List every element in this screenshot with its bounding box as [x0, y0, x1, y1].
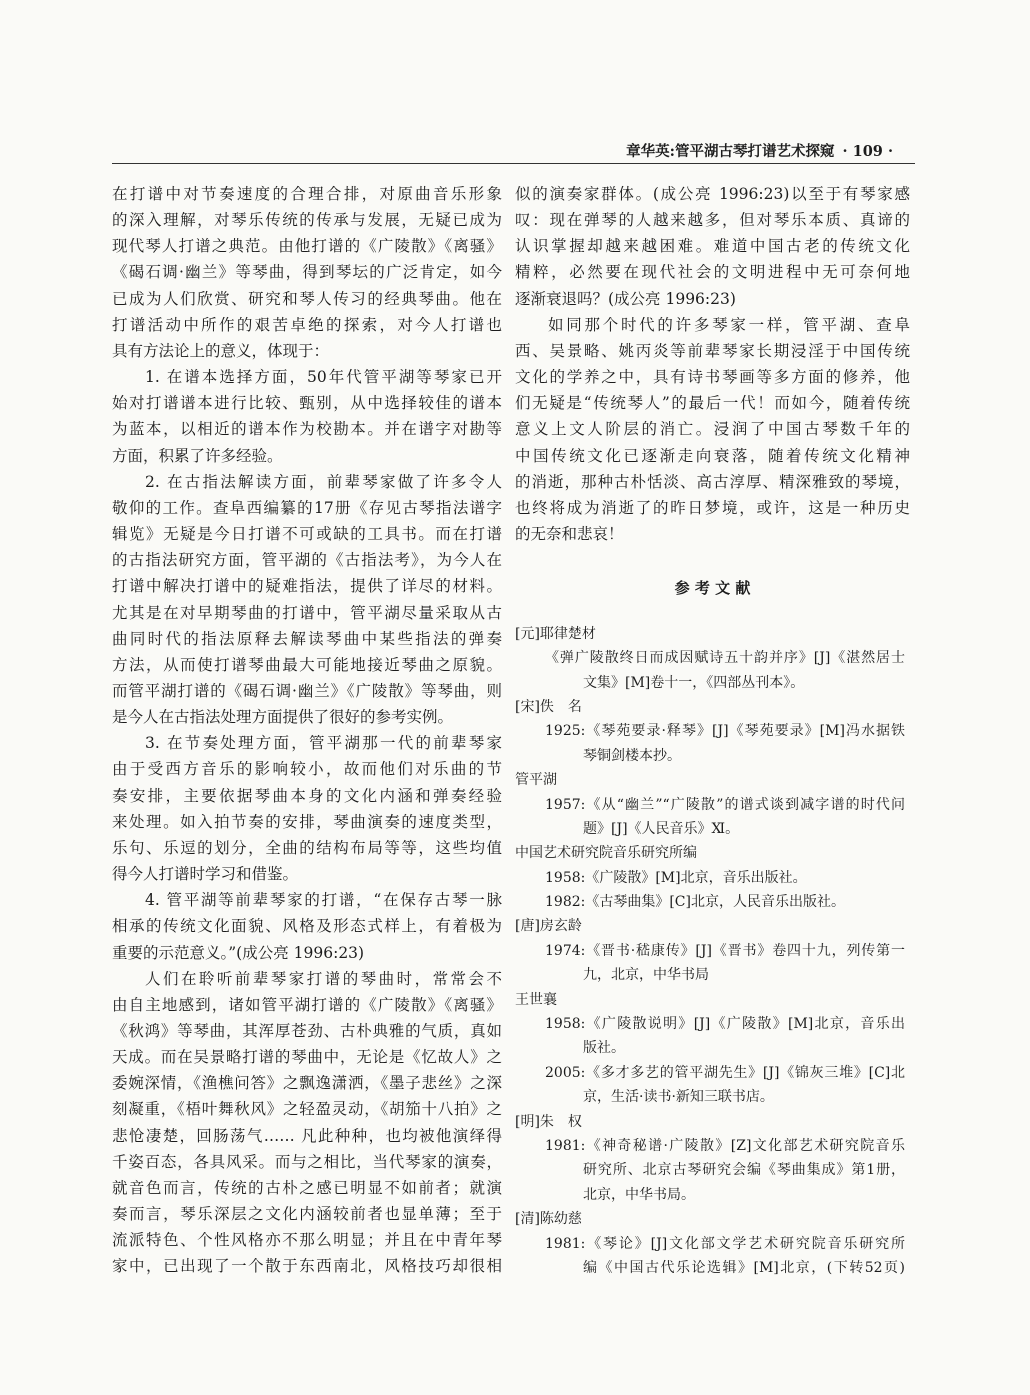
- reference-line: 研究所、北京古琴研究会编《琴曲集成》第1册，: [583, 1162, 905, 1179]
- left-column-line: 打谱中解决打谱中的疑难指法，提供了详尽的材料。: [112, 577, 502, 596]
- right-column-line: 如同那个时代的许多琴家一样，管平湖、查阜: [548, 315, 910, 334]
- left-column-line: 得今人打谱时学习和借鉴。: [112, 865, 299, 884]
- reference-line: 琴铜剑楼本抄。: [583, 747, 681, 764]
- reference-line: 1974:《晋书·嵇康传》[J]《晋书》卷四十九，列传第一: [545, 942, 905, 959]
- reference-entry: [515, 1207, 905, 1280]
- left-column-line: 《秋鸿》等琴曲，其浑厚苍劲、古朴典雅的气质，真如: [112, 1022, 502, 1040]
- left-column-line: 千姿百态，各具风采。而与之相比，当代琴家的演奏，: [112, 1152, 502, 1171]
- reference-author: [唐]房玄龄: [515, 918, 582, 935]
- reference-line: 2005:《多才多艺的管平湖先生》[J]《锦灰三堆》[C]北: [545, 1064, 905, 1081]
- right-column-line: 叹：现在弹琴的人越来越多，但对琴乐本质、真谛的: [515, 211, 910, 230]
- reference-line: 1925:《琴苑要录·释琴》[J]《琴苑要录》[M]冯水据铁: [545, 723, 905, 740]
- right-column-line: 精粹，必然要在现代社会的文明进程中无可奈何地: [515, 263, 910, 282]
- left-column-line: 在打谱中对节奏速度的合理合排，对原曲音乐形象: [112, 185, 502, 203]
- left-column: [112, 181, 502, 1280]
- reference-author: [元]耶律楚材: [515, 625, 596, 642]
- left-column-line: 重要的示范意义。”(成公亮 1996:23): [112, 943, 365, 962]
- reference-entry: [515, 1110, 905, 1208]
- running-header: [626, 140, 893, 164]
- left-column-line: 家中，已出现了一个散于东西南北，风格技巧却很相: [112, 1257, 502, 1276]
- left-column-line: 悲怆凄楚，回肠荡气…… 凡此种种，也均被他演绎得: [112, 1126, 502, 1145]
- left-column-line: 奏而言，琴乐深层之文化内涵较前者也显单薄；至于: [112, 1205, 502, 1224]
- reference-entry: [515, 695, 905, 768]
- reference-entry: [515, 988, 905, 1110]
- right-column-line: 们无疑是“传统琴人”的最后一代！而如今，随着传统: [515, 394, 910, 413]
- reference-entry: [515, 622, 905, 695]
- left-column-line: 刻凝重，《梧叶舞秋风》之轻盈灵动，《胡笳十八拍》之: [112, 1100, 502, 1119]
- left-column-line: 具有方法论上的意义，体现于：: [112, 341, 330, 360]
- right-column-line: 意义上文人阶层的消亡。浸润了中国古琴数千年的: [515, 420, 910, 439]
- left-column-line: 奏安排，主要依据琴曲本身的文化内涵和弹奏经验: [112, 786, 502, 805]
- left-column-line: 由自主地感到，诸如管平湖打谱的《广陵散》《离骚》: [112, 995, 502, 1014]
- reference-line: 九，北京，中华书局: [583, 967, 709, 984]
- paragraph: [112, 469, 502, 731]
- left-column-line: 2. 在古指法解读方面，前辈琴家做了许多令人: [145, 472, 502, 491]
- right-column-line: 认识掌握却越来越困难。难道中国古老的传统文化: [515, 237, 910, 256]
- reference-line: 1958:《广陵散说明》[J]《广陵散》[M]北京，音乐出: [545, 1016, 905, 1033]
- left-column-line: 就音色而言，传统的古朴之感已明显不如前者；就演: [112, 1178, 502, 1197]
- left-column-line: 始对打谱谱本进行比较、甄别，从中选择较佳的谱本: [112, 394, 502, 413]
- left-column-line: 方面，积累了许多经验。: [112, 446, 283, 465]
- left-column-line: 曲同时代的指法原释去解读琴曲中某些指法的弹奏: [112, 629, 502, 648]
- reference-line: 编《中国古代乐论选辑》[M]北京，(下转52页): [583, 1259, 905, 1276]
- reference-line: 1981:《神奇秘谱·广陵散》[Z]文化部艺术研究院音乐: [545, 1138, 905, 1154]
- left-column-line: 敬仰的工作。查阜西编纂的17册《存见古琴指法谱字: [112, 498, 502, 517]
- reference-author: 中国艺术研究院音乐研究所编: [515, 845, 697, 862]
- reference-line: 1957:《从“幽兰”“广陵散”的谱式谈到减字谱的时代问: [545, 796, 905, 813]
- right-column-line: 西、吴景略、姚丙炎等前辈琴家长期浸淫于中国传统: [515, 341, 910, 360]
- left-column-line: 流派特色、个性风格亦不那么明显；并且在中青年琴: [112, 1231, 502, 1250]
- references-list: [515, 622, 905, 1281]
- reference-line: 1982:《古琴曲集》[C]北京，人民音乐出版社。: [545, 894, 845, 911]
- left-column-line: 是今人在古指法处理方面提供了很好的参考实例。: [112, 708, 454, 727]
- reference-line: 1958:《广陵散》[M]北京，音乐出版社。: [545, 869, 807, 886]
- reference-entry: [515, 914, 905, 987]
- right-column: [515, 181, 910, 547]
- left-column-line: 人们在聆听前辈琴家打谱的琴曲时，常常会不: [145, 969, 502, 988]
- left-column-line: 来处理。如入拍节奏的安排，琴曲演奏的速度类型，: [112, 812, 502, 831]
- right-column-line: 似的演奏家群体。(成公亮 1996:23)以至于有琴家感: [515, 185, 910, 203]
- reference-author: [宋]佚 名: [515, 698, 582, 715]
- header-rule: [112, 163, 915, 164]
- left-column-line: 辑览》无疑是今日打谱不可或缺的工具书。而在打谱: [112, 525, 502, 544]
- left-column-line: 已成为人们欣赏、研究和琴人传习的经典琴曲。他在: [112, 289, 502, 308]
- paragraph: [112, 966, 502, 1280]
- right-column-line: 逐渐衰退吗？(成公亮 1996:23): [515, 289, 736, 308]
- left-column-line: 乐句、乐逗的划分，全曲的结构布局等等，这些均值: [112, 838, 502, 857]
- left-column-line: 打谱活动中所作的艰苦卓绝的探索，对今人打谱也: [112, 315, 502, 334]
- left-column-line: 3. 在节奏处理方面，管平湖那一代的前辈琴家: [145, 734, 502, 753]
- reference-line: 京，生活·读书·新知三联书店。: [583, 1089, 774, 1106]
- paragraph: [515, 312, 910, 547]
- left-column-line: 尤其是在对早期琴曲的打谱中，管平湖尽量采取从古: [112, 603, 502, 622]
- reference-entry: [515, 768, 905, 841]
- left-column-line: 相承的传统文化面貌、风格及形态式样上，有着极为: [112, 917, 502, 936]
- left-column-line: 为蓝本，以相近的谱本作为校勘本。并在谱字对勘等: [112, 420, 502, 439]
- right-column-line: 的无奈和悲哀！: [515, 525, 624, 544]
- reference-line: 题》[J]《人民音乐》Ⅺ。: [583, 820, 740, 837]
- left-column-line: 1. 在谱本选择方面，50年代管平湖等琴家已开: [145, 368, 502, 387]
- running-title: 章华英:管平湖古琴打谱艺术探窥: [626, 143, 835, 160]
- reference-author: 管平湖: [515, 772, 557, 789]
- paragraph: [112, 181, 502, 364]
- right-column-line: 文化的学养之中，具有诗书琴画等多方面的修养，他: [515, 368, 910, 387]
- paragraph: [112, 730, 502, 887]
- reference-line: 文集》[M]卷十一，《四部丛刊本》。: [583, 674, 805, 691]
- left-column-line: 的古指法研究方面，管平湖的《古指法考》，为今人在: [112, 551, 502, 570]
- right-column-line: 的消逝，那种古朴恬淡、高古淳厚、精深雅致的琴境，: [515, 472, 910, 491]
- reference-author: [明]朱 权: [515, 1113, 582, 1130]
- reference-author: 王世襄: [515, 991, 557, 1008]
- reference-line: 《弹广陵散终日而成因赋诗五十韵并序》[J]《湛然居士: [545, 650, 905, 667]
- references-heading: 参 考 文 献: [674, 579, 751, 597]
- left-column-line: 天成。而在吴景略打谱的琴曲中，无论是《忆故人》之: [112, 1048, 502, 1067]
- left-column-line: 现代琴人打谱之典范。由他打谱的《广陵散》《离骚》: [112, 237, 502, 256]
- left-column-line: 4. 管平湖等前辈琴家的打谱，“在保存古琴一脉: [145, 891, 502, 910]
- reference-line: 1981:《琴论》[J]文化部文学艺术研究院音乐研究所: [545, 1235, 905, 1252]
- right-column-line: 也终将成为消逝了的昨日梦境，或许，这是一种历史: [515, 498, 910, 517]
- paragraph: [515, 181, 910, 312]
- reference-author: [清]陈幼慈: [515, 1211, 582, 1228]
- left-column-line: 由于受西方音乐的影响较小，故而他们对乐曲的节: [112, 760, 502, 779]
- left-column-line: 而管平湖打谱的《碣石调·幽兰》《广陵散》等琴曲，则: [112, 681, 502, 700]
- paragraph: [112, 887, 502, 965]
- left-column-line: 的深入理解，对琴乐传统的传承与发展，无疑已成为: [112, 211, 502, 230]
- paragraph: [112, 364, 502, 469]
- left-column-line: 《碣石调·幽兰》等琴曲，得到琴坛的广泛肯定，如今: [112, 263, 502, 282]
- reference-line: 北京，中华书局。: [583, 1186, 695, 1203]
- left-column-line: 方法，从而使打谱琴曲最大可能地接近琴曲之原貌。: [112, 655, 502, 674]
- reference-line: 版社。: [583, 1040, 625, 1057]
- right-column-line: 中国传统文化已逐渐走向衰落，随着传统文化精神: [515, 446, 910, 465]
- left-column-line: 委婉深情，《渔樵问答》之飘逸潇洒，《墨子悲丝》之深: [112, 1074, 502, 1093]
- reference-entry: [515, 841, 905, 914]
- page-number: · 109 ·: [842, 143, 893, 160]
